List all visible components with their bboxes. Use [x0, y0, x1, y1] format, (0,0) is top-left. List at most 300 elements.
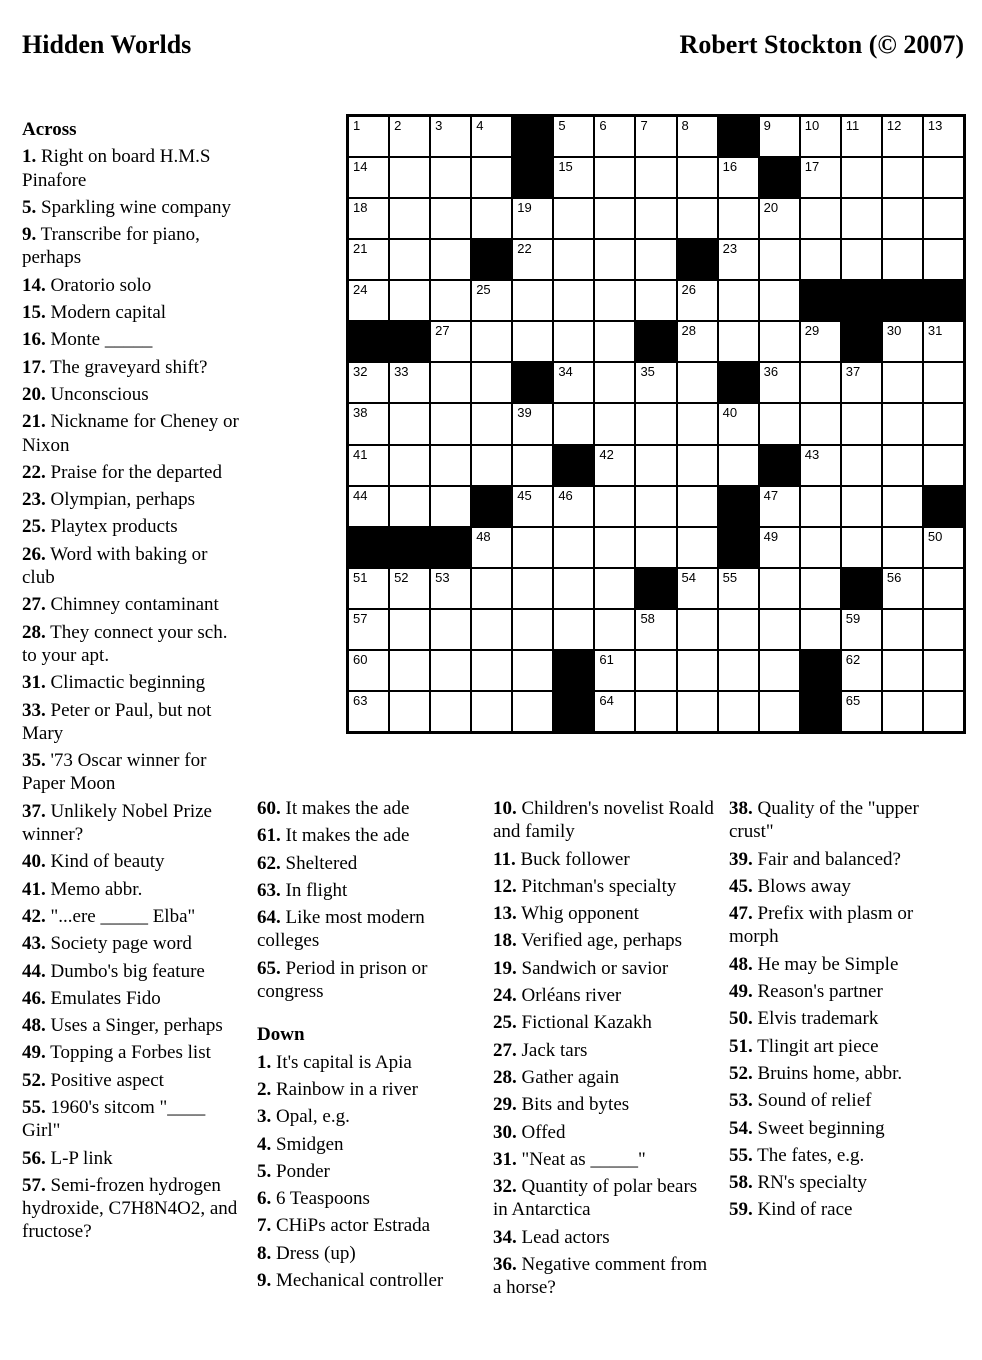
clue-text: Prefix with plasm or morph — [729, 903, 914, 948]
clue-number: 18. — [493, 930, 517, 952]
grid-cell[interactable] — [678, 610, 717, 649]
grid-cell[interactable] — [431, 199, 470, 238]
grid-cell[interactable] — [595, 240, 634, 279]
grid-cell[interactable] — [513, 446, 552, 485]
grid-cell[interactable] — [431, 651, 470, 690]
grid-cell[interactable] — [801, 240, 840, 279]
clue-text: Blows away — [757, 875, 851, 897]
across-clue — [22, 932, 244, 955]
clue-text: Oratorio solo — [50, 274, 152, 296]
clue-number: 21. — [22, 411, 46, 433]
down-clue — [493, 797, 715, 844]
clue-text: Mechanical controller — [276, 1270, 444, 1292]
grid-cell[interactable] — [719, 281, 758, 320]
grid-cell[interactable] — [678, 487, 717, 526]
clue-text: Emulates Fido — [50, 987, 161, 1009]
grid-cell[interactable] — [390, 199, 429, 238]
grid-cell[interactable] — [431, 569, 470, 608]
grid-cell[interactable] — [390, 363, 429, 402]
cell-number: 63 — [353, 692, 368, 708]
grid-cell[interactable] — [513, 240, 552, 279]
across-clue — [22, 878, 244, 901]
grid-cell[interactable] — [842, 158, 881, 197]
grid-cell[interactable] — [472, 199, 511, 238]
down-clue — [257, 1160, 479, 1183]
down-clue — [729, 1007, 964, 1030]
grid-cell[interactable] — [431, 240, 470, 279]
grid-cell[interactable] — [842, 528, 881, 567]
clue-number: 25. — [493, 1012, 517, 1034]
across-clue — [22, 196, 244, 219]
grid-cell[interactable] — [678, 528, 717, 567]
grid-cell[interactable] — [760, 404, 799, 443]
cell-number: 50 — [927, 528, 943, 544]
grid-cell[interactable] — [349, 158, 388, 197]
grid-cell[interactable] — [678, 199, 717, 238]
grid-cell[interactable] — [513, 199, 552, 238]
grid-cell[interactable] — [349, 199, 388, 238]
grid-cell[interactable] — [760, 281, 799, 320]
clue-number: 25. — [22, 516, 46, 538]
clue-text: Children's novelist Roald and family — [493, 798, 714, 843]
down-clue — [729, 953, 964, 976]
grid-cell[interactable] — [472, 446, 511, 485]
grid-cell[interactable] — [678, 117, 717, 156]
grid-cell[interactable] — [842, 610, 881, 649]
grid-cell[interactable] — [513, 692, 552, 731]
grid-cell[interactable] — [513, 528, 552, 567]
grid-cell[interactable] — [719, 240, 758, 279]
clue-number: 19. — [493, 957, 517, 979]
grid-cell[interactable] — [472, 569, 511, 608]
grid-cell[interactable] — [513, 281, 552, 320]
grid-cell[interactable] — [719, 692, 758, 731]
clue-number: 1. — [257, 1051, 272, 1073]
down-clue — [729, 1062, 964, 1085]
grid-cell[interactable] — [760, 322, 799, 361]
clue-number: 56. — [22, 1147, 46, 1169]
grid-cell[interactable] — [390, 240, 429, 279]
grid-cell[interactable] — [883, 569, 922, 608]
clue-number: 36. — [493, 1254, 517, 1276]
clue-text: Gather again — [521, 1066, 620, 1088]
grid-cell[interactable] — [390, 569, 429, 608]
clue-text: Verified age, perhaps — [521, 930, 683, 952]
grid-cell[interactable] — [678, 569, 717, 608]
grid-cell[interactable] — [349, 651, 388, 690]
cell-number: 22 — [517, 241, 532, 257]
grid-cell[interactable] — [595, 322, 634, 361]
grid-cell[interactable] — [883, 446, 922, 485]
grid-cell[interactable] — [801, 610, 840, 649]
grid-cell[interactable] — [390, 610, 429, 649]
grid-cell[interactable] — [636, 117, 675, 156]
clue-number: 35. — [22, 750, 46, 772]
grid-cell[interactable] — [801, 487, 840, 526]
grid-cell[interactable] — [472, 610, 511, 649]
cell-number: 29 — [804, 323, 820, 339]
cell-number: 44 — [353, 487, 368, 503]
clue-number: 27. — [22, 594, 46, 616]
clue-text: Opal, e.g. — [276, 1106, 350, 1128]
grid-cell-black — [801, 281, 840, 320]
clue-number: 57. — [22, 1174, 46, 1196]
grid-cell[interactable] — [719, 322, 758, 361]
grid-cell[interactable] — [554, 404, 593, 443]
clue-number: 2. — [257, 1078, 272, 1100]
grid-cell[interactable] — [719, 404, 758, 443]
grid-cell[interactable] — [883, 363, 922, 402]
grid-cell[interactable] — [513, 322, 552, 361]
clue-text: Tlingit art piece — [757, 1035, 879, 1057]
grid-cell[interactable] — [554, 487, 593, 526]
cell-number: 19 — [517, 200, 532, 216]
clue-text: Praise for the departed — [50, 461, 222, 483]
cell-number: 61 — [599, 651, 614, 667]
grid-cell[interactable] — [760, 528, 799, 567]
grid-cell[interactable] — [554, 199, 593, 238]
grid-cell[interactable] — [554, 158, 593, 197]
grid-cell-black — [801, 692, 840, 731]
grid-cell[interactable] — [349, 240, 388, 279]
grid-cell[interactable] — [719, 158, 758, 197]
grid-cell[interactable] — [513, 610, 552, 649]
clue-text: It's capital is Apia — [276, 1051, 412, 1073]
across-clue — [22, 1147, 244, 1170]
grid-cell[interactable] — [842, 446, 881, 485]
grid-cell[interactable] — [883, 240, 922, 279]
grid-cell[interactable] — [883, 487, 922, 526]
grid-cell[interactable] — [842, 240, 881, 279]
grid-cell[interactable] — [678, 322, 717, 361]
grid-cell[interactable] — [431, 363, 470, 402]
grid-cell[interactable] — [554, 322, 593, 361]
grid-cell[interactable] — [431, 322, 470, 361]
across-clue — [22, 515, 244, 538]
grid-cell[interactable] — [719, 569, 758, 608]
grid-cell[interactable] — [554, 363, 593, 402]
grid-cell[interactable] — [595, 528, 634, 567]
grid-cell[interactable] — [554, 281, 593, 320]
grid-cell[interactable] — [431, 158, 470, 197]
grid-cell[interactable] — [842, 199, 881, 238]
grid-cell[interactable] — [719, 199, 758, 238]
grid-cell[interactable] — [636, 528, 675, 567]
cell-number: 8 — [681, 118, 689, 133]
grid-cell[interactable] — [554, 610, 593, 649]
grid-cell[interactable] — [390, 487, 429, 526]
clue-text: Kind of beauty — [50, 851, 165, 873]
grid-cell[interactable] — [883, 199, 922, 238]
grid-cell[interactable] — [390, 692, 429, 731]
grid-cell[interactable] — [472, 528, 511, 567]
clue-text: 6 Teaspoons — [276, 1188, 370, 1210]
clue-number: 53. — [729, 1090, 753, 1112]
grid-cell[interactable] — [924, 569, 963, 608]
grid-cell[interactable] — [349, 569, 388, 608]
grid-cell[interactable] — [636, 281, 675, 320]
grid-cell[interactable] — [595, 446, 634, 485]
grid-cell[interactable] — [842, 363, 881, 402]
grid-cell[interactable] — [595, 487, 634, 526]
grid-cell[interactable] — [924, 240, 963, 279]
across-clue — [257, 824, 479, 847]
clue-text: It makes the ade — [285, 798, 410, 819]
clue-number: 46. — [22, 987, 46, 1009]
grid-cell[interactable] — [595, 158, 634, 197]
grid-cell[interactable] — [349, 692, 388, 731]
grid-cell[interactable] — [431, 446, 470, 485]
grid-cell[interactable] — [842, 117, 881, 156]
clue-number: 55. — [22, 1096, 46, 1118]
clue-text: Quantity of polar bears in Antarctica — [493, 1176, 698, 1221]
grid-cell[interactable] — [349, 404, 388, 443]
grid-cell[interactable] — [760, 692, 799, 731]
grid-cell[interactable] — [924, 692, 963, 731]
grid-cell[interactable] — [924, 158, 963, 197]
clue-text: Word with baking or club — [22, 543, 208, 589]
grid-cell-black — [719, 363, 758, 402]
grid-cell[interactable] — [678, 692, 717, 731]
grid-cell[interactable] — [349, 610, 388, 649]
grid-cell[interactable] — [924, 446, 963, 485]
grid-cell[interactable] — [924, 117, 963, 156]
grid-cell[interactable] — [801, 117, 840, 156]
clue-number: 54. — [729, 1117, 753, 1139]
grid-cell[interactable] — [760, 240, 799, 279]
grid-cell[interactable] — [636, 651, 675, 690]
grid-cell[interactable] — [513, 651, 552, 690]
grid-cell[interactable] — [883, 651, 922, 690]
grid-cell[interactable] — [842, 692, 881, 731]
grid-cell[interactable] — [678, 446, 717, 485]
cell-number: 43 — [804, 446, 820, 462]
across-clue — [22, 987, 244, 1010]
across-clue — [22, 593, 244, 616]
grid-cell-black — [554, 446, 593, 485]
grid-cell[interactable] — [390, 446, 429, 485]
grid-cell-black — [678, 240, 717, 279]
grid-cell[interactable] — [842, 404, 881, 443]
grid-cell[interactable] — [349, 281, 388, 320]
clue-number: 40. — [22, 851, 46, 873]
grid-cell[interactable] — [513, 404, 552, 443]
grid-cell[interactable] — [801, 322, 840, 361]
grid-cell[interactable] — [719, 651, 758, 690]
grid-cell[interactable] — [554, 569, 593, 608]
grid-cell[interactable] — [801, 569, 840, 608]
grid-cell[interactable] — [719, 610, 758, 649]
clue-number: 31. — [493, 1148, 517, 1170]
grid-cell[interactable] — [636, 610, 675, 649]
clue-number: 6. — [257, 1188, 272, 1210]
grid-cell-black — [513, 117, 552, 156]
grid-cell[interactable] — [760, 117, 799, 156]
cell-number: 41 — [353, 446, 368, 462]
grid-cell[interactable] — [842, 487, 881, 526]
grid-cell[interactable] — [595, 651, 634, 690]
grid-cell[interactable] — [924, 322, 963, 361]
cell-number: 60 — [353, 651, 368, 667]
down-clue — [257, 1078, 479, 1101]
clue-text: Smidgen — [276, 1133, 344, 1155]
cell-number: 14 — [353, 159, 368, 175]
cell-number: 58 — [640, 610, 655, 626]
grid-cell[interactable] — [636, 692, 675, 731]
grid-cell[interactable] — [924, 651, 963, 690]
grid-cell[interactable] — [636, 446, 675, 485]
grid-cell[interactable] — [595, 610, 634, 649]
grid-cell[interactable] — [595, 363, 634, 402]
clue-number: 10. — [493, 798, 517, 819]
grid-cell[interactable] — [472, 117, 511, 156]
grid-cell[interactable] — [883, 117, 922, 156]
grid-cell[interactable] — [883, 322, 922, 361]
cell-number: 59 — [845, 610, 861, 626]
grid-cell[interactable] — [883, 610, 922, 649]
grid-cell[interactable] — [636, 240, 675, 279]
down-clue — [493, 1226, 715, 1249]
grid-cell[interactable] — [801, 446, 840, 485]
grid-cell[interactable] — [883, 528, 922, 567]
clue-text: Whig opponent — [521, 903, 639, 925]
grid-cell[interactable] — [390, 404, 429, 443]
grid-cell[interactable] — [390, 281, 429, 320]
grid-cell[interactable] — [472, 281, 511, 320]
grid-cell-black — [719, 528, 758, 567]
grid-cell[interactable] — [924, 610, 963, 649]
grid-cell[interactable] — [801, 199, 840, 238]
cell-number: 31 — [927, 323, 943, 339]
grid-cell[interactable] — [513, 569, 552, 608]
across-clue — [22, 1069, 244, 1092]
grid-cell[interactable] — [760, 610, 799, 649]
grid-cell[interactable] — [842, 651, 881, 690]
grid-cell[interactable] — [801, 363, 840, 402]
grid-cell[interactable] — [595, 199, 634, 238]
down-clue — [493, 1093, 715, 1116]
grid-cell[interactable] — [801, 528, 840, 567]
clue-text: Elvis trademark — [757, 1008, 879, 1030]
grid-cell[interactable] — [924, 199, 963, 238]
grid-cell[interactable] — [349, 487, 388, 526]
grid-cell[interactable] — [595, 117, 634, 156]
grid-cell[interactable] — [883, 692, 922, 731]
grid-cell[interactable] — [472, 651, 511, 690]
cell-number: 48 — [476, 528, 491, 544]
grid-cell[interactable] — [431, 117, 470, 156]
grid-cell[interactable] — [760, 651, 799, 690]
clue-number: 63. — [257, 879, 281, 901]
clue-text: Dress (up) — [276, 1242, 356, 1264]
across-clue — [22, 223, 244, 270]
grid-cell[interactable] — [883, 404, 922, 443]
grid-cell[interactable] — [431, 404, 470, 443]
cell-number: 26 — [681, 282, 696, 298]
grid-cell[interactable] — [472, 363, 511, 402]
cell-number: 23 — [722, 241, 738, 257]
grid-cell[interactable] — [636, 487, 675, 526]
grid-cell[interactable] — [554, 240, 593, 279]
grid-cell[interactable] — [554, 117, 593, 156]
grid-cell[interactable] — [636, 363, 675, 402]
grid-cell[interactable] — [431, 610, 470, 649]
grid-cell[interactable] — [390, 651, 429, 690]
grid-cell[interactable] — [760, 199, 799, 238]
clue-number: 43. — [22, 933, 46, 955]
grid-cell[interactable] — [431, 281, 470, 320]
clue-text: Bruins home, abbr. — [757, 1062, 903, 1084]
grid-cell[interactable] — [801, 158, 840, 197]
grid-cell[interactable] — [636, 158, 675, 197]
grid-cell[interactable] — [472, 404, 511, 443]
grid-cell[interactable] — [678, 363, 717, 402]
grid-cell[interactable] — [513, 487, 552, 526]
grid-cell[interactable] — [636, 199, 675, 238]
grid-cell[interactable] — [431, 692, 470, 731]
clue-number: 16. — [22, 329, 46, 351]
grid-cell[interactable] — [390, 117, 429, 156]
grid-cell[interactable] — [595, 692, 634, 731]
grid-cell[interactable] — [595, 404, 634, 443]
grid-cell[interactable] — [924, 363, 963, 402]
grid-cell[interactable] — [472, 692, 511, 731]
clue-number: 12. — [493, 875, 517, 897]
grid-cell[interactable] — [719, 446, 758, 485]
grid-cell-black — [842, 569, 881, 608]
down-clue — [493, 875, 715, 898]
grid-cell[interactable] — [636, 404, 675, 443]
grid-cell[interactable] — [678, 651, 717, 690]
grid-cell[interactable] — [390, 158, 429, 197]
grid-cell[interactable] — [678, 158, 717, 197]
grid-cell[interactable] — [801, 404, 840, 443]
grid-cell[interactable] — [349, 446, 388, 485]
clue-text: He may be Simple — [757, 953, 899, 975]
grid-cell[interactable] — [595, 569, 634, 608]
grid-cell[interactable] — [349, 117, 388, 156]
cell-number: 45 — [517, 487, 532, 503]
grid-cell[interactable] — [349, 363, 388, 402]
grid-cell[interactable] — [678, 404, 717, 443]
grid-cell[interactable] — [472, 158, 511, 197]
clue-text: Unconscious — [50, 383, 149, 405]
clue-text: Sheltered — [285, 852, 358, 874]
clue-number: 50. — [729, 1008, 753, 1030]
cell-number: 65 — [845, 692, 861, 708]
clue-number: 47. — [729, 903, 753, 925]
grid-cell[interactable] — [678, 281, 717, 320]
grid-cell[interactable] — [924, 404, 963, 443]
grid-cell[interactable] — [760, 363, 799, 402]
cell-number: 57 — [353, 610, 368, 626]
grid-cell[interactable] — [431, 487, 470, 526]
clue-text: Playtex products — [50, 516, 178, 538]
grid-cell[interactable] — [472, 322, 511, 361]
clue-number: 14. — [22, 274, 46, 296]
grid-cell[interactable] — [924, 528, 963, 567]
cell-number: 38 — [353, 405, 368, 421]
grid-cell[interactable] — [883, 158, 922, 197]
grid-cell[interactable] — [760, 569, 799, 608]
grid-cell[interactable] — [760, 487, 799, 526]
across-clue — [257, 957, 479, 1004]
grid-cell[interactable] — [595, 281, 634, 320]
clue-text: Topping a Forbes list — [50, 1042, 211, 1064]
grid-cell[interactable] — [554, 528, 593, 567]
down-heading: Down — [257, 1024, 305, 1046]
clues-column-3 — [493, 797, 715, 1304]
